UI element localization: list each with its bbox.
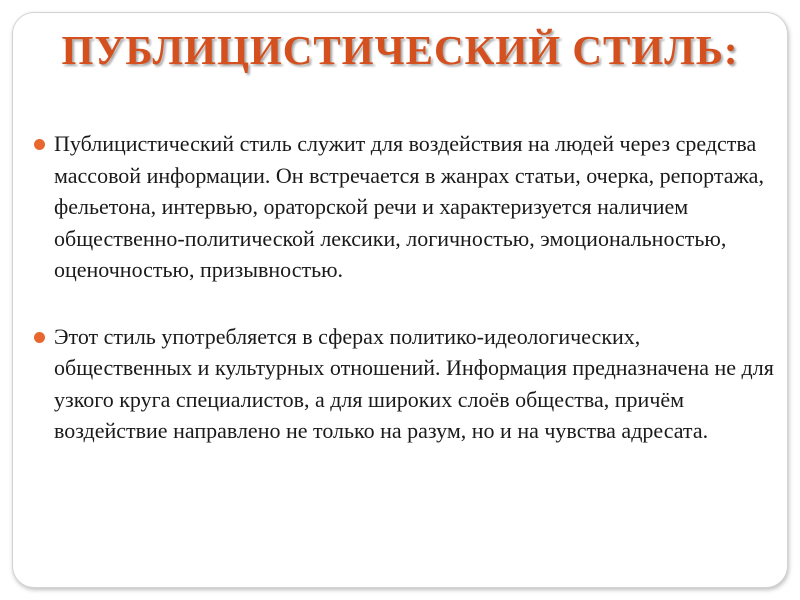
bullet-text-2: Этот стиль употребляется в сферах политико-идеологических, общественных и культурных отношений. Информация предназначена не для узкого круга специалистов, а для широких слоёв общества, причём воздействие направлено не только на разум, но и на чувства адресата.: [54, 323, 774, 443]
bullet-text-1: Публицистический стиль служит для воздействия на людей через средства массовой информации. Он встречается в жанрах статьи, очерка, репортажа, фельетона, интервью, ораторской речи и характеризуется наличием общественно-политической лексики, логичностью, эмоциональностью, оценочностью, призывностью.: [54, 131, 764, 282]
bullet-item-2: [34, 321, 774, 447]
slide-title: ПУБЛИЦИСТИЧЕСКИЙ СТИЛЬ:: [61, 27, 739, 73]
bullet-dot-icon: [34, 139, 45, 150]
bullet-dot-icon: [34, 332, 45, 343]
bullet-item-1: [34, 128, 774, 286]
bullet-list: [34, 128, 774, 447]
